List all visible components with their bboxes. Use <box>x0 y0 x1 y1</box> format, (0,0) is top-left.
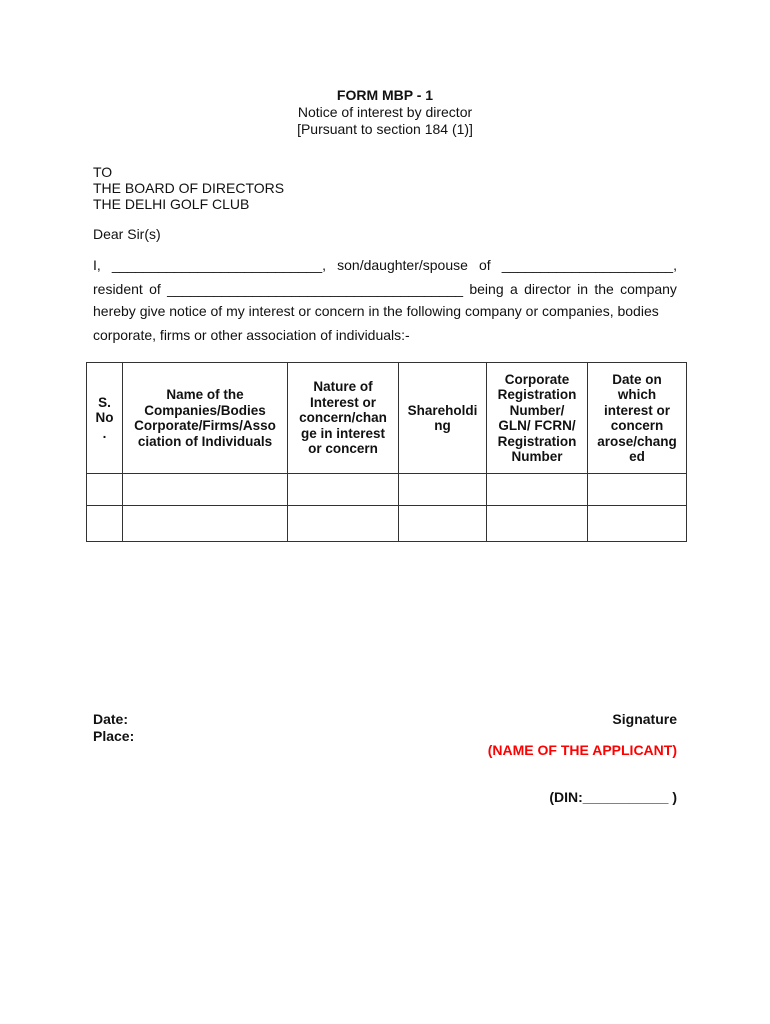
table-cell[interactable] <box>123 506 288 542</box>
header-company-name: Name of the Companies/Bodies Corporate/Firms/Asso ciation of Individuals <box>123 363 288 474</box>
body-line-1 <box>93 257 677 273</box>
header-nature-of-interest: Nature of Interest or concern/chan ge in interest or concern <box>288 363 399 474</box>
table-cell[interactable] <box>87 474 123 506</box>
body-line-3: hereby give notice of my interest or concern in the following company or companies, bodies <box>93 303 659 319</box>
body-line-2 <box>93 281 677 297</box>
line2-resident: resident <box>93 281 143 297</box>
table-cell[interactable] <box>487 474 588 506</box>
signature-label: Signature <box>612 711 677 727</box>
line2-director: director <box>524 281 571 297</box>
line2-company: company <box>620 281 677 297</box>
line1-prefix: I, <box>93 257 101 273</box>
table-cell[interactable] <box>399 474 487 506</box>
table-cell[interactable] <box>288 474 399 506</box>
header-sno: S. No . <box>87 363 123 474</box>
body-line-4: corporate, firms or other association of individuals:- <box>93 327 410 343</box>
address-to: TO <box>93 164 113 180</box>
form-header <box>0 87 770 138</box>
table-cell[interactable] <box>487 506 588 542</box>
table-cell[interactable] <box>87 506 123 542</box>
header-registration-number: Corporate Registration Number/ GLN/ FCRN/ Registration Number <box>487 363 588 474</box>
line2-of: of <box>149 281 161 297</box>
address-blank[interactable]: ______________________________________ <box>167 281 464 297</box>
din-field[interactable]: (DIN:___________ ) <box>549 789 677 805</box>
table-row <box>87 474 687 506</box>
interest-table <box>86 362 687 542</box>
line2-a: a <box>509 281 518 297</box>
table-cell[interactable] <box>399 506 487 542</box>
address-board: THE BOARD OF DIRECTORS <box>93 180 285 196</box>
header-date-of-interest: Date on which interest or concern arose/chang ed <box>588 363 687 474</box>
table-header-row <box>87 363 687 474</box>
place-label: Place: <box>93 728 135 744</box>
line1-of: of <box>479 257 491 273</box>
table-cell[interactable] <box>588 474 687 506</box>
line1-relation: son/daughter/spouse <box>337 257 468 273</box>
form-subtitle: Notice of interest by director <box>297 104 473 120</box>
header-shareholding: Shareholdi ng <box>399 363 487 474</box>
line2-being: being <box>469 281 504 297</box>
table-cell[interactable] <box>588 506 687 542</box>
address-club: THE DELHI GOLF CLUB <box>93 196 250 212</box>
form-title: FORM MBP - 1 <box>336 87 434 103</box>
date-place-block <box>93 711 134 745</box>
salutation: Dear Sir(s) <box>93 226 161 242</box>
form-pursuant: [Pursuant to section 184 (1)] <box>297 121 473 137</box>
parent-blank[interactable]: ______________________, <box>501 257 677 273</box>
address-block <box>93 164 284 212</box>
table-cell[interactable] <box>288 506 399 542</box>
table-row <box>87 506 687 542</box>
table-cell[interactable] <box>123 474 288 506</box>
date-label: Date: <box>93 711 129 727</box>
line2-the: the <box>594 281 614 297</box>
applicant-name-label: (NAME OF THE APPLICANT) <box>487 742 677 758</box>
name-blank[interactable]: ___________________________, <box>111 257 327 273</box>
line2-in: in <box>577 281 588 297</box>
